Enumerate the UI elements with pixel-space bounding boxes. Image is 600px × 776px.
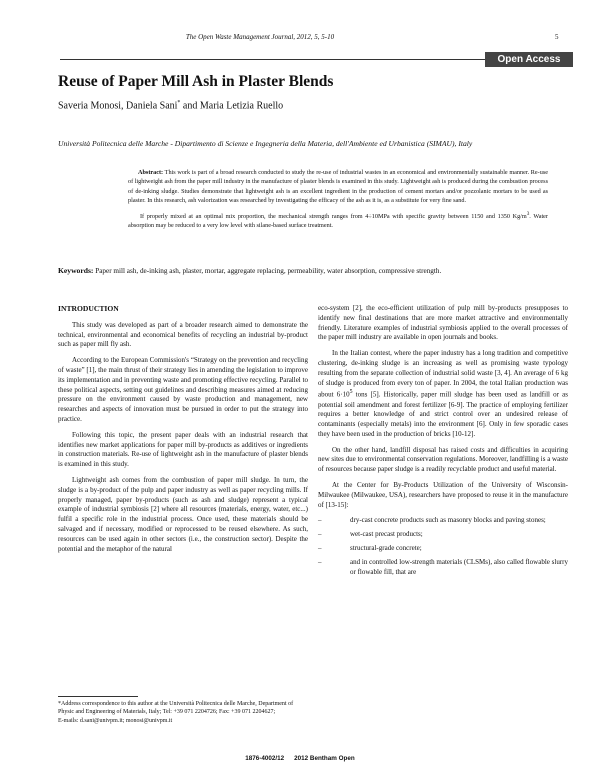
abstract-superscript: 3 — [526, 210, 530, 217]
list-item-text: and in controlled low-strength materials (CLSMs), also called flowable slurry or flowable fill, that are — [350, 557, 568, 576]
footnote-emails: E-mails: d.sani@univpm.it; monosi@univpm.it — [58, 717, 173, 724]
keywords-text: Paper mill ash, de-inking ash, plaster, mortar, aggregate replacing, permeability, water absorption, compressive strength. — [93, 267, 442, 275]
correspondence-footnote — [58, 700, 308, 725]
list-item — [318, 544, 568, 554]
body-paragraph: This study was developed as part of a broader research aimed to demonstrate the technical, environmental and economical benefits of recycling an industrial by-product such as paper mill fly ash. — [58, 320, 308, 349]
usage-list — [318, 516, 568, 577]
footnote-text: Address correspondence to this author at the Università Politecnica delle Marche, Department of Physic and Engineering of Materials, Italy; Tel: +39 071 2204726; Fax: +39 071 2204627; — [58, 701, 294, 716]
list-item-text: dry-cast concrete products such as masonry blocks and paving stones; — [350, 516, 546, 525]
left-column — [58, 304, 308, 560]
abstract-paragraph-2 — [128, 210, 548, 231]
authors-first: Saveria Monosi, Daniela Sani — [58, 100, 178, 112]
body-text: tons [5]. Historically, paper mill sludge has been used as landfill or as potential soil amendment and forest fertilizer [6-9]. The practice of employing fertilizer requires a better knowledge of and strict control over an undesired release of contaminants (especially metals) into the environment [6]. Only in few sporadic cases they have been used in the production of bricks [10-12]. — [318, 390, 568, 438]
dash-bullet: – — [318, 516, 322, 525]
dash-bullet: – — [318, 530, 322, 539]
footer-issn: 1876-4002/12 — [245, 755, 285, 762]
abstract-text-1: This work is part of a broad research conducted to study the re-use of industrial wastes in an economical and environmentally sustainable manner. Re-use of lightweight ash from the paper mill industry in the manufacture of plaster blends is examined in this study. Lightweight ash is produced during the combustion process of de-inking sludge. Studies demonstrate that lightweight ash is an excellent ingredient in the production of cement mortars and/or pozzolanic mortars to be used as plaster. In this research, ash valorization was researched by investigating the efficacy of the ash as it is, as a substitute for very fine sand. — [128, 169, 548, 205]
abstract — [128, 168, 548, 235]
open-access-badge: Open Access — [485, 52, 573, 67]
header-rule — [60, 59, 490, 60]
affiliation: Università Politecnica delle Marche - Dipartimento di Scienze e Ingegneria della Materia, dell'Ambiente ed Urbanistica (SIMAU), Italy — [58, 139, 473, 148]
dash-bullet: – — [318, 557, 322, 566]
section-heading-introduction: INTRODUCTION — [58, 304, 119, 313]
dash-bullet: – — [318, 544, 322, 553]
body-paragraph: On the other hand, landfill disposal has raised costs and difficulties in acquiring new sites due to environmental conservation regulations. Moreover, landfilling is a waste of resources because paper sludge is a readily recyclable product and useful material. — [318, 445, 568, 474]
footnote-rule — [58, 696, 138, 697]
list-item-text: structural-grade concrete; — [350, 544, 422, 553]
keywords-label: Keywords: — [58, 266, 94, 275]
list-item-text: wet-cast precast products; — [350, 530, 423, 539]
body-paragraph: Following this topic, the present paper deals with an industrial research that identifies new market applications for paper mill by-products as additives or ingredients in construction materials. Re-use of lightweight ash in the manufacture of plaster blends is examined in this study. — [58, 430, 308, 469]
abstract-paragraph-1 — [128, 168, 548, 206]
author-list — [58, 100, 283, 111]
body-paragraph: According to the European Commission's “Strategy on the prevention and recycling of waste” [1], the main thrust of their strategy lies in amending the legislation to improve its implementation and in preventing waste and promoting effective recycling. Parallel to these political aspects, setting out guidelines and describing measures aimed at reducing pressure on the environment caused by waste production and management, new researches and aspects of innovation must be pursued in order to put the strategy into practice. — [58, 356, 308, 423]
authors-last: and Maria Letizia Ruello — [180, 100, 284, 112]
page-footer — [0, 755, 600, 762]
running-header: The Open Waste Management Journal, 2012, 5, 5-10 — [185, 33, 335, 41]
abstract-text-2a: If properly mixed at an optimal mix proportion, the mechanical strength ranges from 4÷10MPa with specific gravity between 1150 and 1350 Kg/m — [140, 212, 527, 220]
footnote-mark: * — [58, 701, 61, 707]
page-number: 5 — [555, 33, 559, 41]
abstract-label: Abstract: — [138, 169, 164, 176]
footer-publisher: 2012 Bentham Open — [294, 755, 355, 762]
list-item — [318, 558, 568, 578]
body-text: In the Italian contest, where the paper industry has a long tradition and competitive clustering, de-inking sludge is an increasing as well as promising waste typology resulting from the separate collection of industrial solid waste [3, 4]. An average of 6 kg of sludge is produced from every ton of paper. In 2004, the total Italian production was about 6·10 — [318, 349, 568, 399]
right-column — [318, 304, 568, 581]
body-paragraph — [318, 349, 568, 440]
list-item — [318, 530, 568, 540]
body-paragraph: eco-system [2], the eco-efficient utilization of pulp mill by-products presupposes to identify new final destinations that are more market attractive and environmentally friendly. Literature examples of industrial symbiosis applied to the overall processes of the paper mill industry are available in open journals and books. — [318, 304, 568, 342]
body-paragraph: Lightweight ash comes from the combustion of paper mill sludge. In turn, the sludge is a by-product of the pulp and paper industry as well as paper recycling mills. If properly managed, paper by-products (such as ash and sludge) represent a typical example of industrial symbiosis [2] where all resources (materials, energy, water, etc...) fulfil a specific role in the industrial process. Once used, these materials should be salvaged and if necessary, modified or reprocessed to be reused elsewhere. As such, resources can be used again in other sectors (i.e., the construction sector). Despite the potential and the metaphor of the natural — [58, 475, 308, 553]
corresponding-author-mark: * — [177, 100, 181, 106]
keywords — [58, 266, 568, 277]
list-item — [318, 516, 568, 526]
body-paragraph: At the Center for By-Products Utilization of the University of Wisconsin-Milwaukee (Milwaukee, USA), researchers have proposed to reuse it in the manufacture of [13-15]: — [318, 481, 568, 509]
article-title: Reuse of Paper Mill Ash in Plaster Blends — [58, 73, 334, 90]
abstract-text-2b: . Water absorption may be reduced to a very low level with silane-based surface treatment. — [128, 212, 548, 230]
body-superscript: 5 — [349, 389, 353, 396]
